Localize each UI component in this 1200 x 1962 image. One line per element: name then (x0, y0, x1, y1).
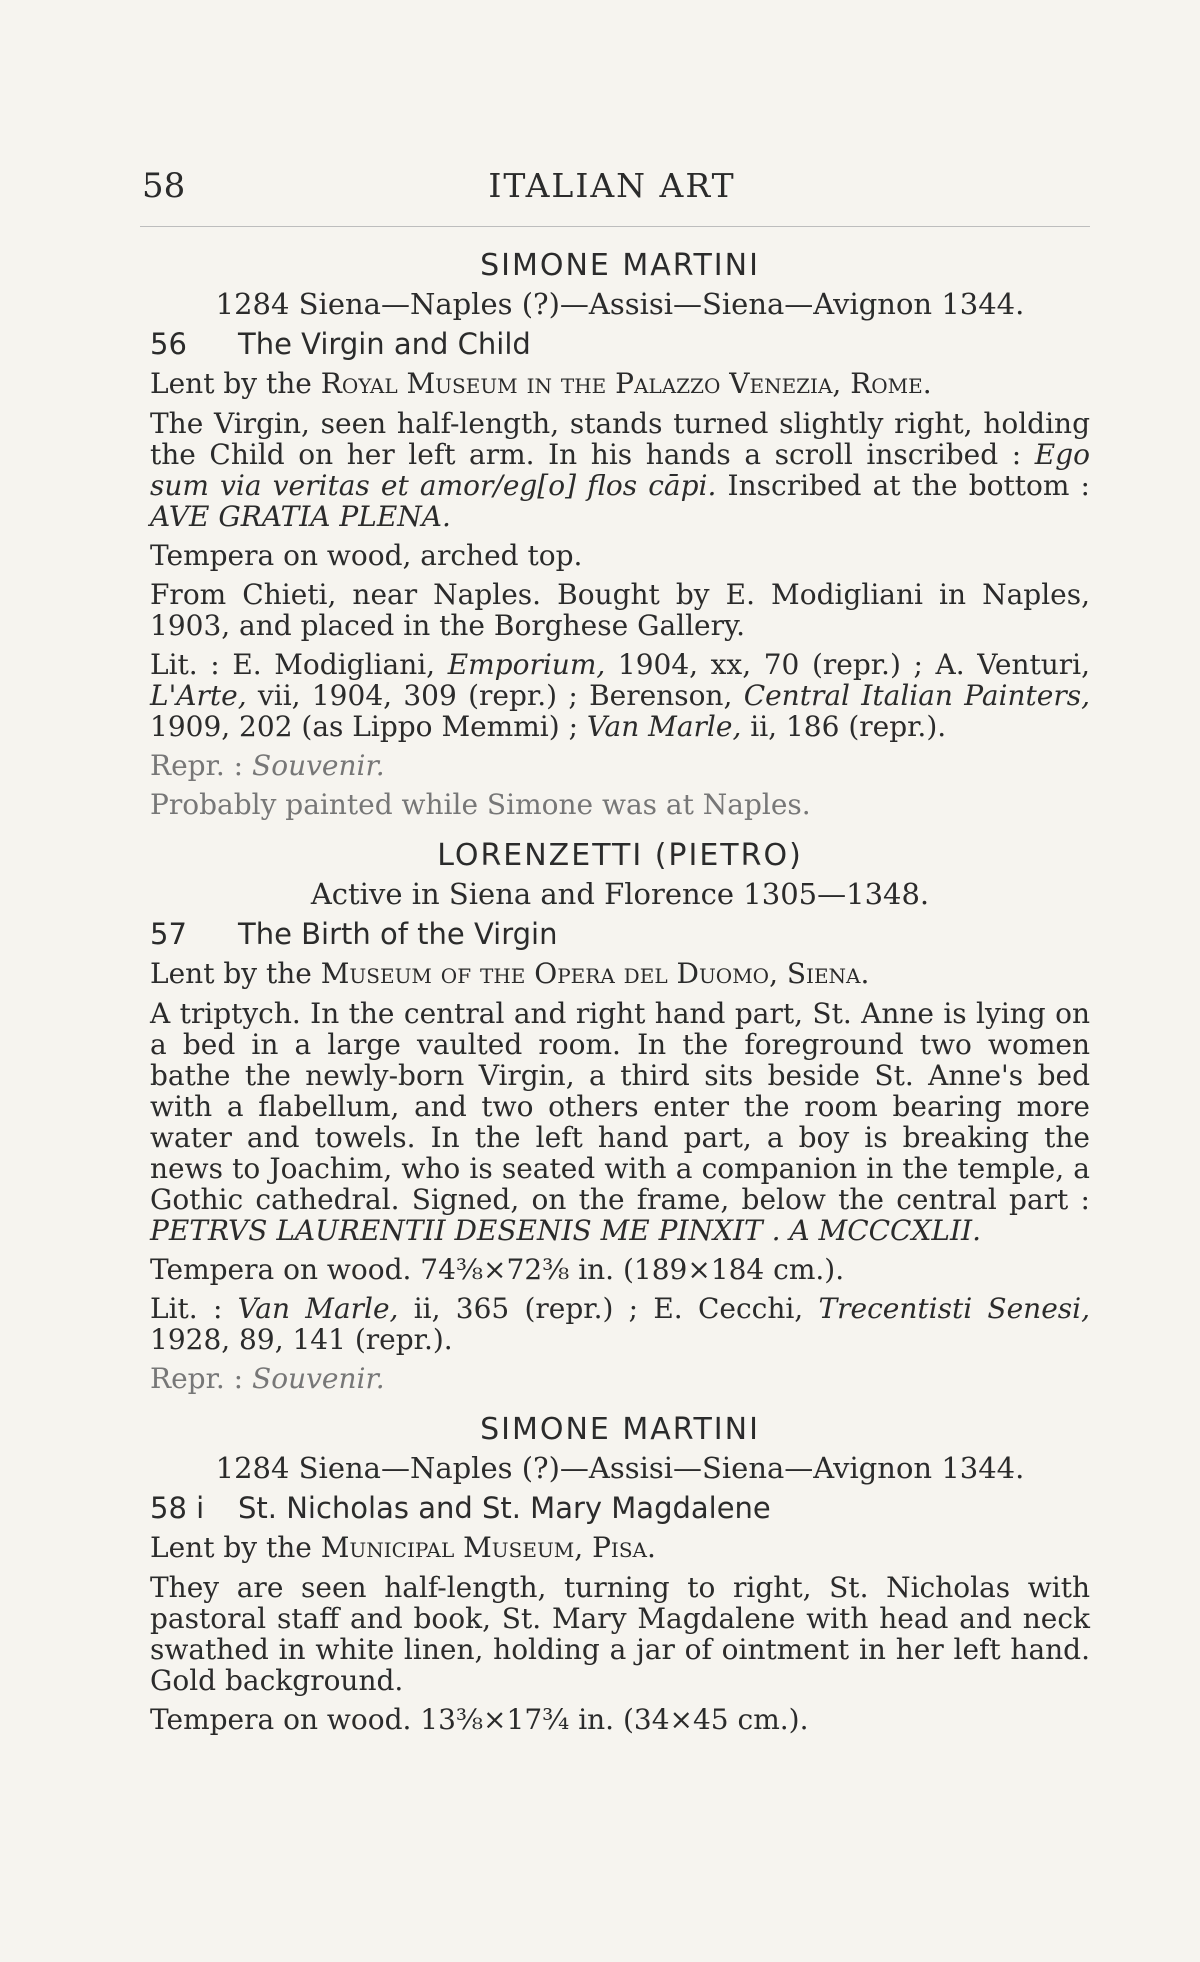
medium: Tempera on wood, arched top. (150, 539, 583, 572)
page-number: 58 (142, 166, 186, 206)
lender-line (150, 957, 1090, 990)
lit-title: Emporium, (447, 648, 606, 681)
inscription: PETRVS LAURENTII DESENIS ME PINXIT . A MCCCXLII. (150, 1214, 982, 1247)
entry-number: 58 i (150, 1491, 205, 1525)
lit-title: Central Italian Painters, (743, 679, 1090, 712)
note: Probably painted while Simone was at Naples. (150, 788, 811, 821)
artist-dates: 1284 Siena—Naples (?)—Assisi—Siena—Avignon 1344. (215, 1451, 1025, 1485)
header-rule (140, 226, 1090, 227)
entry-number: 56 (150, 327, 187, 361)
lit-text: ii, 365 (repr.) ; E. Cecchi, (398, 1292, 819, 1325)
lender-prefix: Lent by the (150, 367, 321, 400)
description (150, 998, 1090, 1246)
lender-line (150, 367, 1090, 400)
entry-title: St. Nicholas and St. Mary Magdalene (238, 1491, 771, 1525)
entry-number: 57 (150, 917, 187, 951)
literature (150, 1293, 1090, 1355)
medium: Tempera on wood. 74⅜×72⅜ in. (189×184 cm.). (150, 1253, 845, 1286)
inscription: AVE GRATIA PLENA. (150, 500, 451, 533)
running-title: ITALIAN ART (488, 166, 736, 205)
entry-heading (150, 327, 1090, 361)
literature (150, 649, 1090, 742)
running-head (142, 166, 1082, 206)
artist-dates: Active in Siena and Florence 1305—1348. (310, 877, 930, 911)
lit-text: 1904, xx, 70 (repr.) ; A. Venturi, (605, 648, 1091, 681)
lender-prefix: Lent by the (150, 957, 321, 990)
provenance: From Chieti, near Naples. Bought by E. Modigliani in Naples, 1903, and placed in the Borghese Gallery. (150, 578, 1090, 642)
repr-prefix: Repr. : (150, 1362, 253, 1395)
lit-text: Lit. : (150, 1292, 238, 1325)
lender-prefix: Lent by the (150, 1531, 321, 1564)
artist-heading: SIMONE MARTINI (480, 248, 760, 283)
catalogue-section (150, 1412, 1090, 1735)
catalogue-section (150, 838, 1090, 1394)
repr-prefix: Repr. : (150, 749, 253, 782)
lit-title: L'Arte, (150, 679, 247, 712)
reproduction (150, 1363, 1090, 1394)
entry-heading (150, 1491, 1090, 1525)
inscription: Ego sum via veritas et amor/eg[o] flos cāpi. (150, 438, 1090, 502)
description-text: Inscribed at the bottom : (716, 469, 1090, 502)
lit-title: Van Marle, (586, 710, 742, 743)
description-text: A triptych. In the central and right hand part, St. Anne is lying on a bed in a large vaulted room. In the foreground two women bathe the newly-born Virgin, a third sits beside St. Anne's bed with a flabellum, and two others enter the room bearing more water and towels. In the left hand part, a boy is breaking the news to Joachim, who is seated with a companion in the temple, a Gothic cathedral. Signed, on the frame, below the central part : (150, 997, 1090, 1216)
artist-heading: LORENZETTI (PIETRO) (437, 838, 803, 873)
description-text: The Virgin, seen half-length, stands turned slightly right, holding the Child on her left arm. In his hands a scroll inscribed : (150, 407, 1090, 471)
lender-line (150, 1531, 1090, 1564)
lit-title: Trecentisti Senesi, (818, 1292, 1091, 1325)
entry-title: The Virgin and Child (238, 327, 531, 361)
catalogue-section (150, 248, 1090, 820)
repr-title: Souvenir. (252, 749, 385, 782)
artist-heading: SIMONE MARTINI (480, 1412, 760, 1447)
lender-name: Royal Museum in the Palazzo Venezia, Rome. (320, 367, 932, 400)
lender-name: Municipal Museum, Pisa. (320, 1531, 656, 1564)
lit-title: Van Marle, (237, 1292, 399, 1325)
medium: Tempera on wood. 13⅜×17¾ in. (34×45 cm.). (150, 1703, 809, 1736)
lender-name: Museum of the Opera del Duomo, Siena. (320, 957, 870, 990)
description: They are seen half-length, turning to right, St. Nicholas with pastoral staff and book, St. Mary Magdalene with head and neck swathed in white linen, holding a jar of ointment in her left hand. Gold background. (150, 1571, 1090, 1697)
reproduction (150, 750, 1090, 781)
lit-text: Lit. : E. Modigliani, (150, 648, 448, 681)
description (150, 408, 1090, 532)
lit-text: ii, 186 (repr.). (741, 710, 947, 743)
lit-text: vii, 1904, 309 (repr.) ; Berenson, (246, 679, 744, 712)
entry-heading (150, 917, 1090, 951)
lit-text: 1909, 202 (as Lippo Memmi) ; (150, 710, 587, 743)
artist-dates: 1284 Siena—Naples (?)—Assisi—Siena—Avignon 1344. (215, 287, 1025, 321)
lit-text: 1928, 89, 141 (repr.). (150, 1323, 453, 1356)
entry-title: The Birth of the Virgin (238, 917, 558, 951)
catalogue-content (150, 248, 1090, 1753)
repr-title: Souvenir. (252, 1362, 385, 1395)
